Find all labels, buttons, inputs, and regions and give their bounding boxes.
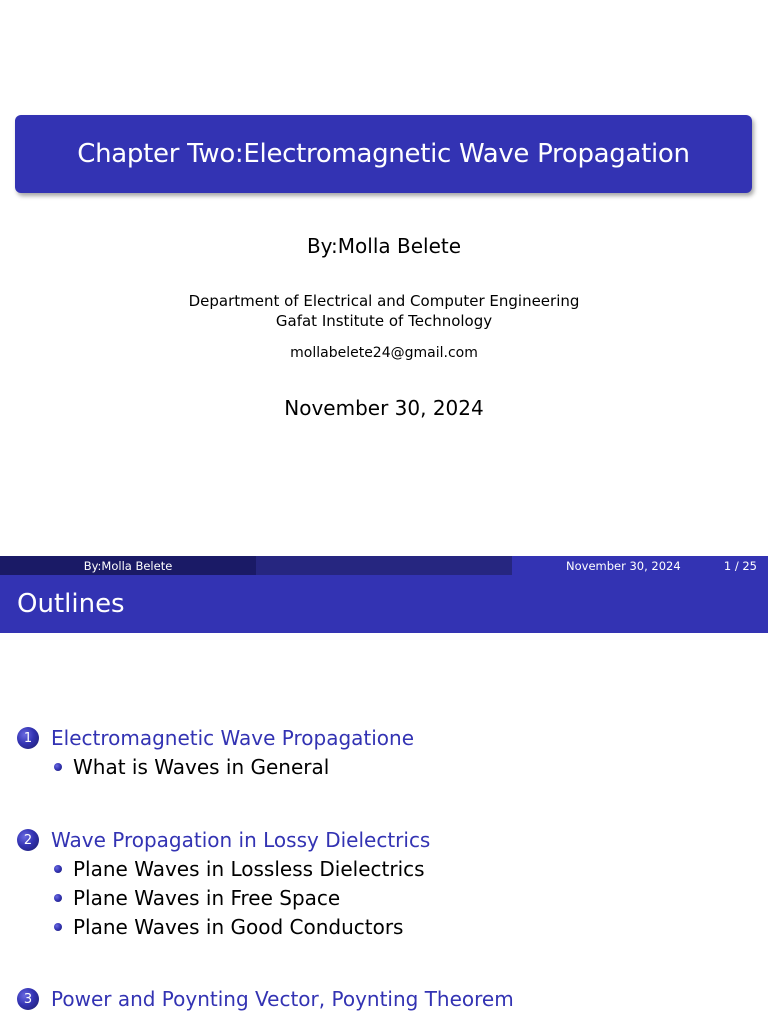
- section-number-ball-icon: 3: [17, 988, 39, 1010]
- section-number-ball-icon: 2: [17, 829, 39, 851]
- subsection-title[interactable]: What is Waves in General: [73, 754, 330, 779]
- subsection-title[interactable]: Plane Waves in Lossless Dielectrics: [73, 856, 425, 881]
- author-name: By:Molla Belete: [306, 234, 462, 258]
- bullet-icon: [54, 894, 62, 902]
- presentation-date: November 30, 2024: [284, 396, 484, 420]
- outline-section-3[interactable]: [17, 985, 514, 1013]
- author-email: mollabelete24@gmail.com: [290, 345, 478, 361]
- section-number-ball-icon: 1: [17, 727, 39, 749]
- title-banner: [15, 115, 752, 193]
- outline-section-2[interactable]: [17, 826, 430, 941]
- section-title[interactable]: Wave Propagation in Lossy Dielectrics: [51, 828, 431, 852]
- subsection-title[interactable]: Plane Waves in Free Space: [73, 885, 341, 910]
- footer-page-number: 1 / 25: [723, 558, 757, 573]
- footer-author: [0, 556, 256, 575]
- outline-subsection[interactable]: [17, 912, 430, 941]
- outline-section-1[interactable]: [17, 724, 414, 781]
- outline-slide: [0, 575, 768, 1024]
- section-title[interactable]: Power and Poynting Vector, Poynting Theorem: [51, 987, 514, 1011]
- bullet-icon: [54, 763, 62, 771]
- subsection-title[interactable]: Plane Waves in Good Conductors: [73, 914, 404, 939]
- footer-title: [256, 556, 512, 575]
- outline-subsection[interactable]: [17, 883, 430, 912]
- outline-subsection[interactable]: [17, 752, 414, 781]
- department-line: Department of Electrical and Computer Engineering: [188, 292, 580, 310]
- frame-title: Outlines: [0, 575, 768, 633]
- footer-author-text: By:Molla Belete: [83, 558, 173, 573]
- bullet-icon: [54, 865, 62, 873]
- institute-line: Gafat Institute of Technology: [275, 312, 493, 330]
- footer-date-page: [512, 556, 768, 575]
- slide-footer: [0, 556, 768, 575]
- presentation-title: Chapter Two:Electromagnetic Wave Propagation: [77, 139, 690, 169]
- outline-subsection[interactable]: [17, 854, 430, 883]
- footer-date: November 30, 2024: [566, 558, 681, 573]
- bullet-icon: [54, 923, 62, 931]
- section-title[interactable]: Electromagnetic Wave Propagatione: [51, 726, 415, 750]
